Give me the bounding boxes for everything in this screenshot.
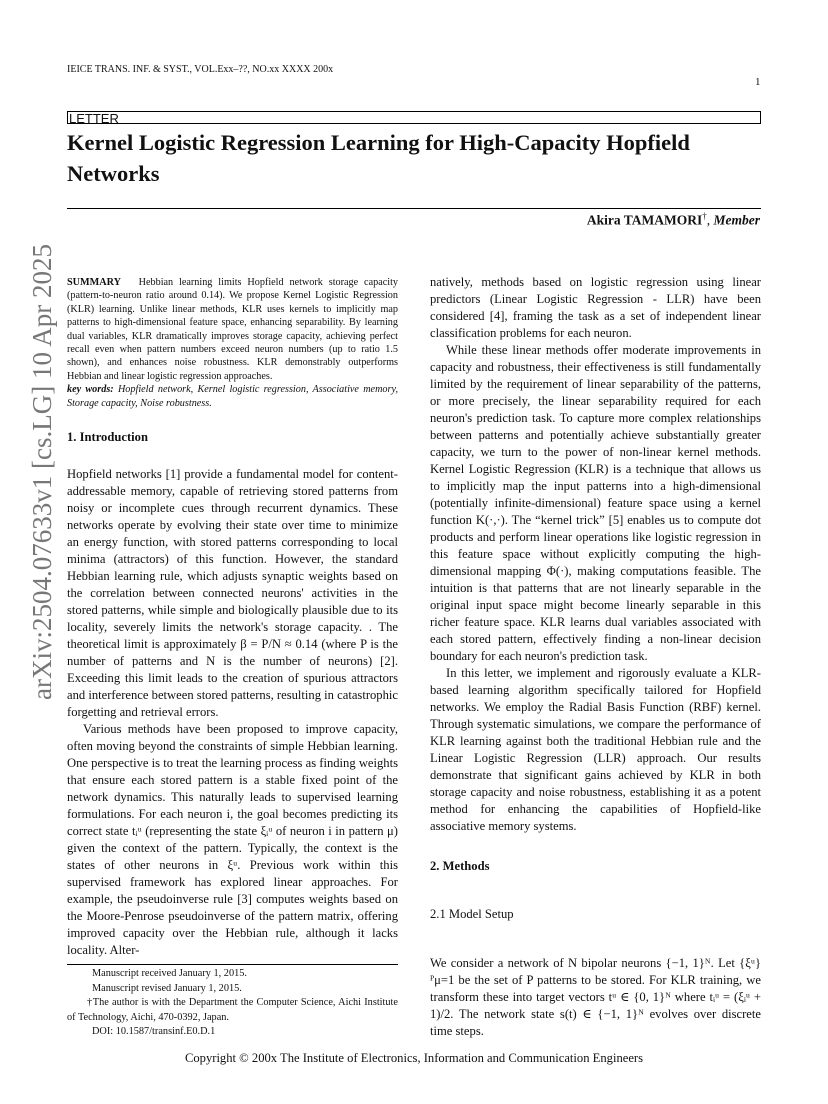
author-mark: † bbox=[702, 211, 707, 221]
footnotes bbox=[67, 967, 398, 1040]
intro-paragraph-1: Hopfield networks [1] provide a fundamental model for content-addressable memory, capable of retrieving stored patterns from noisy or incomplete cues through recurrent dynamics. These networks operate by evolving their state over time to minimize an energy function, with stored patterns corresponding to local minima (attractors) of this function. However, the standard Hebbian learning rule, which adjusts synaptic weights based on the correlation between connected neurons' activities in the stored patterns, while simple and biologically plausible due to its locality, severely limits the network's storage capacity. . The theoretical limit is approximately β = P/N ≈ 0.14 (where P is the number of patterns and N is the number of neurons) [2]. Exceeding this limit leads to the creation of spurious attractors and interference between stored patterns, resulting in catastrophic forgetting and retrieval errors. bbox=[67, 467, 398, 719]
setup-heading: 2.1 Model Setup bbox=[430, 907, 514, 921]
keywords-text: Hopfield network, Kernel logistic regression, Associative memory, Storage capacity, Noise robustness. bbox=[67, 384, 398, 409]
right-paragraph-2: While these linear methods offer moderate improvements in capacity and robustness, their effectiveness is still fundamentally limited by the requirement of linear separability of the patterns, or more precisely, the linear separability required for each neuron's prediction task. To capture more complex relationships between patterns and potentially achieve substantially greater capacity, we turn to the power of non-linear kernel methods. Kernel Logistic Regression (KLR) is a technique that allows us to implicitly map the input patterns into a high-dimensional (potentially infinite-dimensional) feature space using a kernel function K(·,·). The “kernel trick” [5] enables us to compute dot products and perform linear operations like logistic regression in this feature space without explicitly computing the high-dimensional mapping Φ(·), making computations feasible. The intuition is that patterns that are not linearly separable in the original input space might become linearly separable in this richer feature space. KLR learns dual variables associated with each stored pattern, effectively finding a non-linear decision boundary for each neuron's prediction task. bbox=[430, 343, 761, 663]
page-number: 1 bbox=[755, 76, 761, 88]
footnote-rule bbox=[67, 964, 398, 965]
right-paragraph-3: In this letter, we implement and rigorously evaluate a KLR-based learning algorithm specifically tailored for Hopfield networks. We employ the Radial Basis Function (RBF) kernel. Through systematic simulations, we compare the performance of KLR learning against both the traditional Hebbian rule and the Linear Logistic Regression (LLR) approach. Our results demonstrate that significant gains achieved by KLR in both storage capacity and noise robustness, establishing it as a potent method for enhancing the capabilities of Hopfield-like associative memory systems. bbox=[430, 666, 761, 833]
intro-body bbox=[67, 466, 398, 959]
paper-title: Kernel Logistic Regression Learning for High-Capacity Hopfield Networks bbox=[67, 130, 690, 186]
setup-paragraph-1: We consider a network of N bipolar neurons {−1, 1}ᴺ. Let {ξᵘ}ᴾμ=1 be the set of P patterns to be stored. For KLR training, we transform these into target vectors tᵘ ∈ {0, 1}ᴺ where tᵢᵘ = (ξᵢᵘ + 1)/2. The network state s(t) ∈ {−1, 1}ᴺ evolves over discrete time steps. bbox=[430, 956, 761, 1038]
article-type-label: LETTER bbox=[67, 111, 761, 124]
summary-block bbox=[67, 276, 398, 410]
author-role: Member bbox=[713, 212, 760, 228]
summary-text: Hebbian learning limits Hopfield network storage capacity (pattern-to-neuron ratio around 0.14). We propose Kernel Logistic Regression (KLR) learning. Unlike linear methods, KLR uses kernels to implicitly map patterns to high-dimensional feature space, enhancing separability. By learning dual variables, KLR dramatically improves storage capacity, achieving perfect recall even when pattern numbers exceed neuron numbers (up to ratio 1.5 shown), and enhances noise robustness. KLR demonstrably outperforms Hebbian and linear logistic regression approaches. bbox=[67, 277, 398, 382]
arxiv-stamp: arXiv:2504.07633v1 [cs.LG] 10 Apr 2025 bbox=[27, 244, 57, 700]
summary-label: SUMMARY bbox=[67, 277, 121, 288]
copyright-line: Copyright © 200x The Institute of Electronics, Information and Communication Engineers bbox=[184, 1051, 644, 1065]
author-name: Akira TAMAMORI bbox=[586, 212, 703, 228]
methods-heading: 2. Methods bbox=[430, 859, 490, 873]
title-rule bbox=[67, 208, 761, 209]
keywords-label: key words: bbox=[67, 384, 114, 396]
intro-paragraph-2: Various methods have been proposed to improve capacity, often moving beyond the constraints of simple Hebbian learning. One perspective is to treat the learning process as finding weights that ensure each stored pattern is a stable fixed point of the network dynamics. This naturally leads to supervised learning formulations. For each neuron i, the goal becomes predicting its correct state tᵢᵘ (representing the state ξᵢᵘ of neuron i in pattern μ) given the context of the pattern. Typically, the context is the states of other neurons in ξᵘ. Previous work within this supervised framework has explored linear approaches. For example, the pseudoinverse rule [3] computes weights based on the Moore-Penrose pseudoinverse of the pattern matrix, offering improved capacity over the Hebbian rule, although it lacks locality. Alter- bbox=[67, 722, 398, 957]
author-line: Akira TAMAMORI†, Member bbox=[586, 211, 760, 228]
right-body bbox=[430, 274, 761, 835]
footnote-affiliation: †The author is with the Department the Computer Science, Aichi Institute of Technology, Aichi, 470-0392, Japan. bbox=[67, 997, 398, 1023]
footnote-doi: DOI: 10.1587/transinf.E0.D.1 bbox=[92, 1026, 216, 1038]
setup-body bbox=[430, 955, 761, 1040]
running-head: IEICE TRANS. INF. & SYST., VOL.Exx–??, NO.xx XXXX 200x bbox=[67, 64, 334, 75]
right-paragraph-1: natively, methods based on logistic regression using linear predictors (Linear Logistic Regression - LLR) have been considered [4], framing the task as a set of independent linear classification problems for each neuron. bbox=[430, 275, 761, 340]
intro-heading: 1. Introduction bbox=[67, 430, 148, 444]
footnote-received: Manuscript received January 1, 2015. bbox=[92, 968, 247, 979]
footnote-revised: Manuscript revised January 1, 2015. bbox=[92, 982, 242, 994]
